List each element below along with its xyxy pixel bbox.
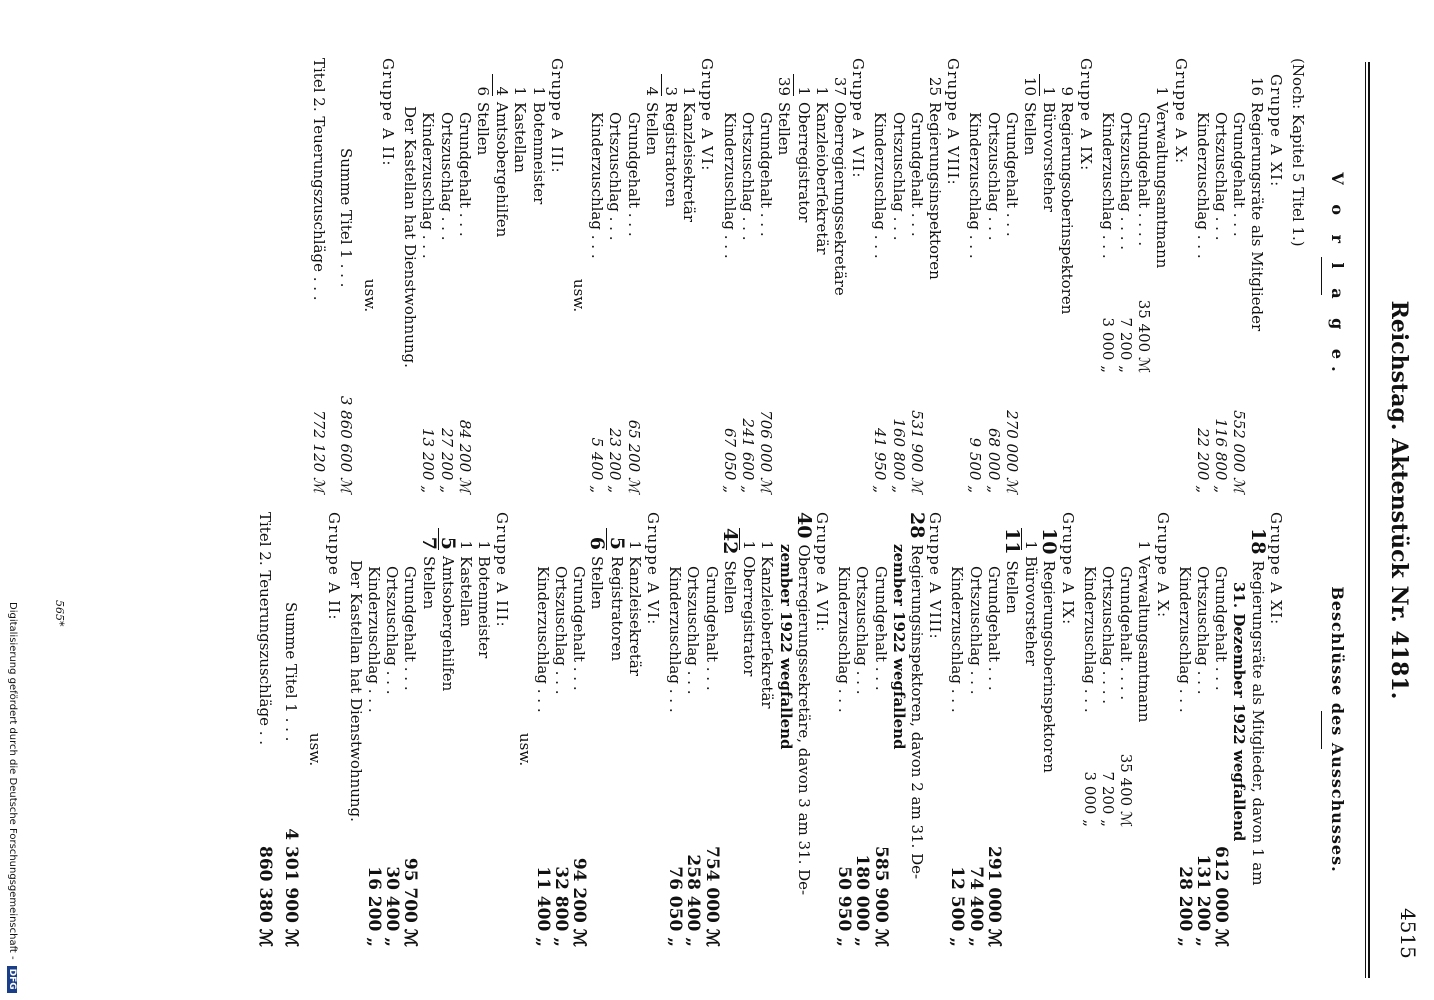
count: 1 (793, 74, 812, 96)
salary-label: Ortszuschlag . . . (383, 566, 402, 695)
salary-label: Ortszuschlag . . . (684, 566, 703, 695)
salary-row (889, 58, 907, 493)
salary-amount: 258 400 „ (683, 854, 704, 947)
position-line (492, 58, 511, 493)
stellen-label: Stellen (588, 556, 607, 610)
position-line (792, 512, 815, 947)
count: 1 (1153, 86, 1172, 96)
salary-label: Kinderzuschlag . . . (948, 566, 967, 713)
position-desc: Verwaltungsamtmann (1153, 102, 1172, 269)
salary-amount: 41 950 „ (871, 427, 890, 493)
heading-rule (1321, 711, 1322, 749)
salary-label: Kinderzuschlag . . . (720, 112, 739, 259)
count: 11 (1000, 528, 1023, 555)
note-line: Der Kastellan hat Dienstwohnung. (401, 106, 420, 368)
salary-row (1099, 512, 1117, 947)
salary-amount: 241 600 „ (738, 418, 757, 493)
position-desc-cont: 31. Dezember 1922 wegfallend (1230, 582, 1249, 842)
position-line (511, 58, 529, 493)
count: 4 (492, 74, 511, 96)
titel2-label: Titel 2. Teuerungszuschläge . . (256, 512, 275, 746)
salary-label: Grundgehalt . . . (401, 566, 420, 691)
stellen-label: Stellen (474, 102, 493, 156)
position-desc: Amtsobergehilfen (438, 556, 457, 692)
salary-amount: 9 500 „ (966, 437, 985, 493)
group-heading: Gruppe A X: (1171, 58, 1190, 165)
salary-row (1081, 512, 1099, 947)
position-line (529, 58, 547, 493)
salary-row (419, 58, 437, 493)
count: 7 (417, 536, 440, 550)
salary-row (624, 58, 642, 493)
salary-amount: 3 000 „ (1080, 771, 1099, 827)
salary-row (383, 512, 401, 947)
intro-line: (Noch: Kapitel 5 Titel 1.) (1288, 58, 1307, 247)
salary-amount: 35 400 ℳ (1117, 753, 1136, 827)
position-desc: Verwaltungsamtmann (1135, 556, 1154, 723)
position-line (1135, 512, 1153, 947)
count: 28 (905, 512, 928, 539)
salary-amount: 291 000 ℳ (983, 846, 1004, 947)
heading-rule (1321, 257, 1322, 295)
stellen-total (643, 58, 661, 493)
position-line (905, 512, 928, 947)
salary-row (1176, 512, 1194, 947)
salary-row (1003, 58, 1021, 493)
salary-row (908, 58, 926, 493)
position-line (793, 58, 812, 493)
salary-amount: 68 000 „ (984, 427, 1003, 493)
salary-amount: 50 950 „ (834, 866, 855, 947)
salary-amount: 180 000 „ (852, 854, 873, 947)
salary-label: Grundgehalt . . . (702, 566, 721, 691)
salary-amount: 5 400 „ (588, 437, 607, 493)
position-line (661, 58, 680, 493)
stellen-total (474, 58, 492, 493)
salary-row (948, 512, 966, 947)
header-rule (1368, 62, 1370, 978)
dfg-logo: DFG (7, 966, 17, 993)
count: 1 (1021, 528, 1040, 550)
position-desc: Regierungsoberinspektoren (1058, 102, 1077, 315)
position-desc: Oberregistrator (794, 102, 813, 223)
usw-marker: usw. (306, 732, 325, 767)
salary-label: Kinderzuschlag . . . (533, 566, 552, 713)
signature-mark: 565* (53, 600, 66, 627)
position-desc: Bürovorsteher (1040, 102, 1059, 212)
stellen-total (1000, 512, 1023, 947)
salary-amount: 67 050 „ (720, 427, 739, 493)
salary-row (1117, 58, 1135, 493)
salary-label: Kinderzuschlag . . . (666, 566, 685, 713)
salary-label: Ortszuschlag . . . (606, 112, 625, 241)
salary-amount: 116 800 „ (1211, 418, 1230, 493)
salary-amount: 531 900 ℳ (907, 410, 926, 493)
position-line (457, 512, 475, 947)
group-heading: Gruppe A III: (493, 512, 512, 628)
group-heading: Gruppe A XI: (1266, 74, 1285, 188)
position-line (680, 58, 698, 493)
salary-amount: 552 000 ℳ (1230, 410, 1249, 493)
group-heading: Gruppe A IX: (1076, 58, 1095, 172)
salary-row (871, 512, 889, 947)
salary-label: Grundgehalt . . . (984, 566, 1003, 691)
position-line (1039, 58, 1058, 493)
page-header-title: Reichstag. Aktenstück Nr. 4181. (1386, 300, 1412, 700)
salary-amount: 3 000 „ (1098, 317, 1117, 373)
position-desc: Registratoren (607, 556, 626, 662)
position-line (626, 512, 644, 947)
note-line: Der Kastellan hat Dienstwohnung. (346, 560, 365, 822)
salary-row (365, 512, 383, 947)
salary-label: Ortszuschlag . . . (1211, 112, 1230, 241)
salary-row (606, 58, 624, 493)
sum-row (282, 512, 300, 947)
salary-label: Grundgehalt . . . (907, 112, 926, 237)
salary-amount: 27 200 „ (437, 427, 456, 493)
position-desc: Oberregierungssekretäre (830, 102, 849, 296)
salary-label: Grundgehalt . . . (1212, 566, 1231, 691)
count: 1 (739, 528, 758, 550)
salary-amount: 22 200 „ (1193, 427, 1212, 493)
salary-row (984, 58, 1002, 493)
position-line (758, 512, 776, 947)
salary-row (552, 512, 570, 947)
group-heading: Gruppe A VI: (698, 58, 717, 172)
count: 3 (661, 74, 680, 96)
usw-marker: usw. (515, 732, 534, 767)
count: 5 (438, 528, 457, 550)
salary-label: Kinderzuschlag . . . (1193, 112, 1212, 259)
stellen-total (1021, 58, 1039, 493)
count: 37 (830, 76, 849, 96)
count: 1 (812, 86, 831, 96)
position-line (605, 512, 628, 947)
salary-label: Ortszuschlag . . . (552, 566, 571, 695)
position-desc: Oberregierungssekretäre, davon 3 am 31. De- (794, 544, 813, 896)
salary-amount: 95 700 ℳ (400, 857, 421, 947)
stellen-label: Stellen (720, 560, 739, 614)
salary-row (684, 512, 702, 947)
count: 1 (680, 86, 699, 96)
count: 1 (529, 86, 548, 96)
salary-amount: 94 200 ℳ (569, 857, 590, 947)
salary-amount: 12 500 „ (947, 866, 968, 947)
position-desc-cont: zember 1922 wegfallend (776, 544, 795, 750)
position-line (739, 512, 758, 947)
position-desc-cont: zember 1922 wegfallend (889, 544, 908, 750)
salary-label: Kinderzuschlag . . . (835, 566, 854, 713)
count: 1 (758, 540, 777, 550)
salary-row (437, 58, 455, 493)
count: 42 (718, 528, 741, 555)
group-heading: Gruppe A IX: (1058, 512, 1077, 626)
salary-amount: 131 200 „ (1192, 854, 1213, 947)
salary-row (1117, 512, 1135, 947)
salary-label: Ortszuschlag . . . (437, 112, 456, 241)
group-heading: Gruppe A II: (379, 58, 398, 167)
salary-label: Grundgehalt . . . (871, 566, 890, 691)
salary-row (666, 512, 684, 947)
position-desc: Kanzleioberſekretär (758, 556, 777, 709)
position-desc: Regierungsinspektoren, davon 2 am 31. De- (907, 544, 926, 880)
salary-label: Grundgehalt . . . (757, 112, 776, 237)
position-desc: Botenmeister (529, 102, 548, 205)
count: 18 (1246, 528, 1269, 555)
salary-amount: 32 800 „ (551, 866, 572, 947)
salary-row (703, 512, 721, 947)
salary-label: Ortszuschlag . . . (889, 112, 908, 241)
count: 10 (1020, 76, 1039, 96)
group-heading: Gruppe A VIII: (944, 58, 963, 186)
salary-amount: 754 000 ℳ (701, 846, 722, 947)
count: 25 (925, 76, 944, 96)
column-heading: Beschlüsse des Ausschusses. (1328, 586, 1347, 873)
position-line (1021, 512, 1040, 947)
salary-amount: 84 200 ℳ (455, 419, 474, 493)
salary-row (1194, 58, 1212, 493)
salary-label: Ortszuschlag . . . (966, 566, 985, 695)
salary-row (966, 58, 984, 493)
position-line (438, 512, 457, 947)
stellen-label: Stellen (775, 102, 794, 156)
salary-label: Ortszuschlag . . . . (1116, 112, 1135, 251)
salary-label: Ortszuschlag . . . (853, 566, 872, 695)
usw-marker: usw. (360, 278, 379, 313)
salary-amount: 585 900 ℳ (870, 846, 891, 947)
stellen-label: Stellen (1002, 560, 1021, 614)
position-desc: Kastellan (511, 102, 530, 173)
position-desc: Kastellan (457, 556, 476, 627)
salary-label: Ortszuschlag . . . (984, 112, 1003, 241)
salary-label: Kinderzuschlag . . . (588, 112, 607, 259)
position-desc: Registratoren (662, 102, 681, 208)
salary-row (757, 58, 775, 493)
sum-amount: 3 860 600 ℳ (336, 395, 355, 493)
salary-row (871, 58, 889, 493)
count: 9 (1058, 86, 1077, 96)
salary-row (1212, 58, 1230, 493)
salary-label: Grundgehalt . . . (1002, 112, 1021, 237)
count: 5 (606, 528, 625, 550)
salary-label: Kinderzuschlag . . . (1175, 566, 1194, 713)
sum-label: Summe Titel 1 . . . (282, 602, 301, 742)
salary-label: Kinderzuschlag . . . (871, 112, 890, 259)
salary-amount: 13 200 „ (419, 427, 438, 493)
salary-row (570, 512, 588, 947)
salary-amount: 16 200 „ (364, 866, 385, 947)
salary-row (835, 512, 853, 947)
salary-row (1099, 58, 1117, 493)
salary-label: Grundgehalt . . . (455, 112, 474, 237)
count: 1 (625, 540, 644, 550)
salary-row (1135, 58, 1153, 493)
column-vorlage (11, 58, 1356, 493)
group-heading: Gruppe A X: (1153, 512, 1172, 619)
titel2-row (256, 512, 274, 947)
salary-amount: 612 000 ℳ (1211, 846, 1232, 947)
count: 16 (1248, 76, 1267, 96)
salary-amount: 28 200 „ (1174, 866, 1195, 947)
position-desc: Kanzleisekretär (625, 556, 644, 677)
position-desc: Kanzleioberſekretär (812, 102, 831, 255)
salary-amount: 76 050 „ (665, 866, 686, 947)
titel2-row (310, 58, 328, 493)
group-heading: Gruppe A II: (324, 512, 343, 621)
stellen-label: Stellen (642, 102, 661, 156)
position-line (831, 58, 849, 493)
position-desc: Regierungsräte als Mitglieder, davon 1 am (1248, 560, 1267, 886)
titel2-label: Titel 2. Teuerungszuschläge . . . (310, 58, 329, 301)
group-heading: Gruppe A VIII: (926, 512, 945, 640)
salary-amount: 30 400 „ (382, 866, 403, 947)
position-line (1246, 512, 1269, 947)
salary-row (588, 58, 606, 493)
position-desc: Bürovorsteher (1022, 556, 1041, 666)
position-line (1248, 58, 1266, 493)
salary-label: Ortszuschlag . . . . (1098, 566, 1117, 705)
digitization-text: Digitalisierung gefördert durch die Deutsche Forschungsgemeinschaft - (7, 602, 18, 960)
salary-row (534, 512, 552, 947)
salary-row (456, 58, 474, 493)
group-heading: Gruppe A XI: (1266, 512, 1285, 626)
salary-row (739, 58, 757, 493)
digitization-note (7, 602, 18, 993)
count: 6 (586, 536, 609, 550)
salary-row (721, 58, 739, 493)
salary-row (1194, 512, 1212, 947)
stellen-total (718, 512, 741, 947)
salary-amount: 160 800 „ (889, 418, 908, 493)
count: 39 (775, 76, 794, 96)
group-heading: Gruppe A VII: (849, 58, 868, 179)
sum-label: Summe Titel 1 . . . (336, 148, 355, 288)
position-desc: Kanzleisekretär (680, 102, 699, 223)
header-rule-thin (1365, 62, 1366, 978)
stellen-total (586, 512, 609, 947)
stellen-label: Stellen (419, 556, 438, 610)
position-desc: Botenmeister (475, 556, 494, 659)
salary-label: Kinderzuschlag . . . (1098, 112, 1117, 259)
position-line (1038, 512, 1061, 947)
column-beschluesse (11, 512, 1356, 947)
group-heading: Gruppe A III: (547, 58, 566, 174)
salary-row (1212, 512, 1230, 947)
position-line (1153, 58, 1171, 493)
salary-label: Grundgehalt . . . . (1117, 566, 1136, 701)
titel2-amount: 772 120 ℳ (310, 410, 329, 493)
salary-amount: 270 000 ℳ (1002, 410, 1021, 493)
salary-row (401, 512, 419, 947)
salary-label: Grundgehalt . . . . (1135, 112, 1154, 247)
salary-label: Grundgehalt . . . (624, 112, 643, 237)
page-number: 4515 (1396, 908, 1420, 959)
group-heading: Gruppe A VI: (644, 512, 663, 626)
stellen-total (775, 58, 793, 493)
count: 1 (1135, 540, 1154, 550)
position-desc: Regierungsinspektoren (925, 102, 944, 280)
sum-amount: 4 301 900 ℳ (281, 828, 302, 947)
position-desc: Amtsobergehilfen (493, 102, 512, 238)
count: 1 (511, 86, 530, 96)
salary-row (853, 512, 871, 947)
salary-amount: 11 400 „ (532, 866, 553, 947)
count: 40 (792, 512, 815, 539)
usw-marker: usw. (570, 278, 589, 313)
salary-row (966, 512, 984, 947)
position-desc: Oberregistrator (740, 556, 759, 677)
position-line (1058, 58, 1076, 493)
salary-label: Grundgehalt . . . (570, 566, 589, 691)
salary-label: Kinderzuschlag . . . (966, 112, 985, 259)
salary-amount: 7 200 „ (1098, 771, 1117, 827)
column-heading: V o r l a g e. (1328, 172, 1347, 379)
stellen-total (417, 512, 440, 947)
salary-label: Ortszuschlag . . . (738, 112, 757, 241)
position-line (926, 58, 944, 493)
salary-label: Grundgehalt . . . (1230, 112, 1249, 237)
salary-label: Kinderzuschlag . . . (419, 112, 438, 259)
position-desc: Regierungsräte als Mitglieder (1248, 102, 1267, 332)
count: 6 (474, 86, 493, 96)
salary-label: Ortszuschlag . . . (1193, 566, 1212, 695)
salary-amount: 35 400 ℳ (1135, 299, 1154, 373)
salary-label: Kinderzuschlag . . . (365, 566, 384, 713)
salary-row (1230, 58, 1248, 493)
salary-amount: 7 200 „ (1116, 317, 1135, 373)
group-heading: Gruppe A VII: (812, 512, 831, 633)
count: 4 (642, 86, 661, 96)
sum-row (336, 58, 354, 493)
salary-amount: 74 400 „ (965, 866, 986, 947)
count: 1 (457, 540, 476, 550)
salary-amount: 65 200 ℳ (624, 419, 643, 493)
count: 1 (1039, 74, 1058, 96)
count: 1 (475, 540, 494, 550)
count: 10 (1038, 528, 1061, 555)
position-line (475, 512, 493, 947)
salary-amount: 706 000 ℳ (757, 410, 776, 493)
salary-amount: 23 200 „ (606, 427, 625, 493)
titel2-amount: 860 380 ℳ (255, 846, 276, 947)
salary-row (985, 512, 1003, 947)
position-desc: Regierungsoberinspektoren (1040, 560, 1059, 773)
position-line (813, 58, 831, 493)
stellen-label: Stellen (1020, 102, 1039, 156)
salary-label: Kinderzuschlag . . . (1080, 566, 1099, 713)
